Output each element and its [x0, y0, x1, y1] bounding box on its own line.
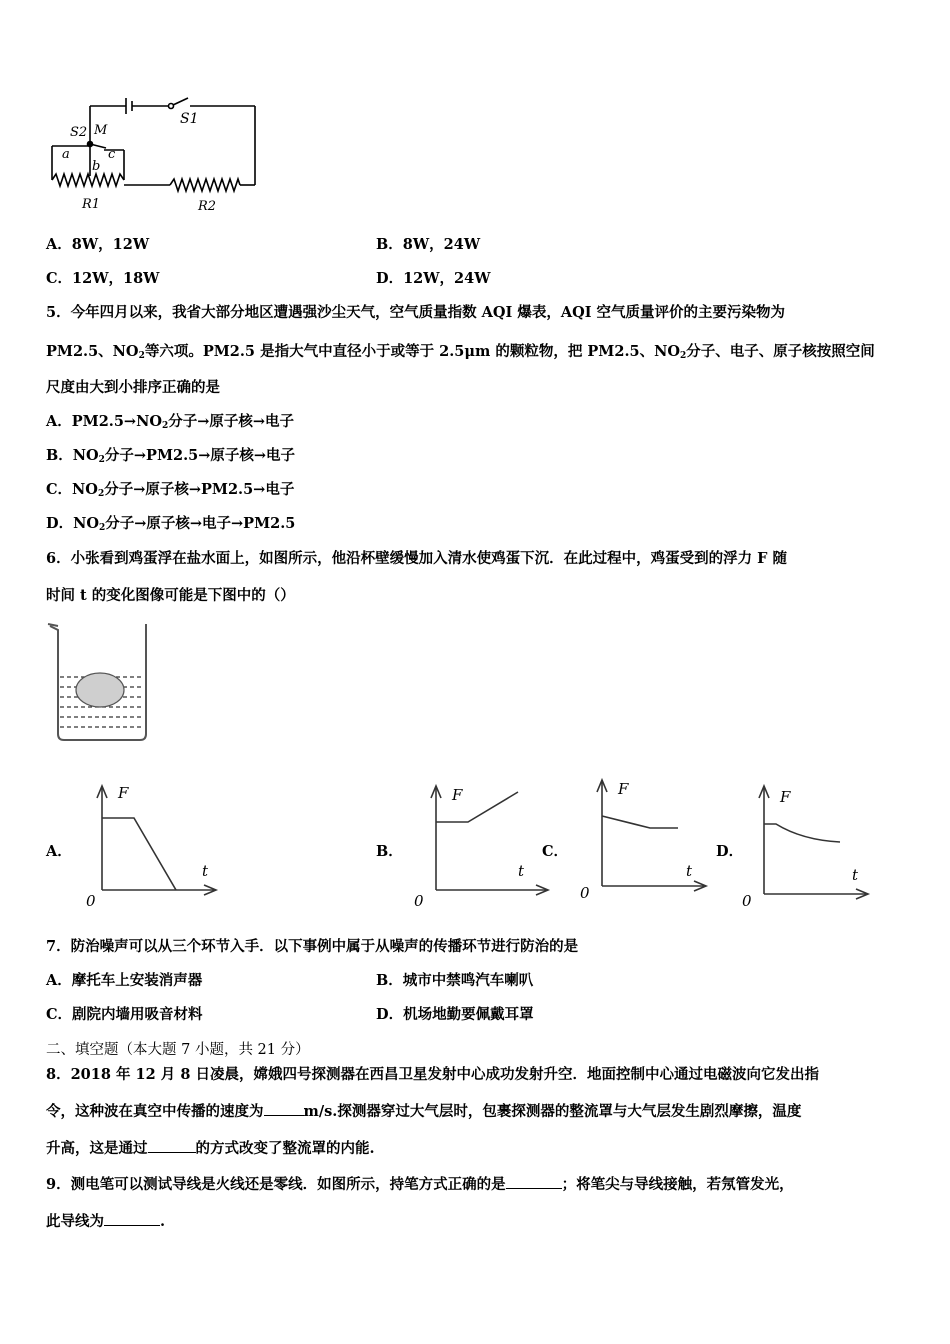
q6-stem-line-1: 6．小张看到鸡蛋浮在盐水面上，如图所示，他沿杯壁缓慢加入清水使鸡蛋下沉．在此过程中，鸡蛋受到的浮力 F 随 [46, 550, 787, 567]
label-s2: S2 [70, 125, 88, 140]
q5-stem-line-1: 5．今年四月以来，我省大部分地区遭遇强沙尘天气，空气质量指数 AQI 爆表，AQI 空气质量评价的主要污染物为 [46, 304, 786, 321]
q5-stem-line-3: 尺度由大到小排序正确的是 [46, 379, 220, 396]
option-text: 12W，18W [72, 270, 160, 287]
label-b: b [92, 159, 101, 174]
graph-b[interactable] [414, 778, 554, 910]
blank-field[interactable] [104, 1211, 160, 1226]
option-text: 8W，24W [402, 236, 481, 253]
section-title: 二、填空题（本大题 7 小题，共 21 分） [46, 1042, 310, 1058]
option-letter: B． [376, 236, 403, 253]
graph-c[interactable] [580, 776, 710, 906]
option-text: 12W，24W [403, 270, 491, 287]
label-r1: R1 [82, 197, 101, 212]
circuit-diagram [40, 90, 270, 220]
axis-label-origin: 0 [414, 892, 424, 910]
option-letter: D． [376, 270, 404, 287]
q4-option-c[interactable] [46, 269, 159, 289]
label-r2: R2 [198, 199, 217, 214]
q9-line-1: 9．测电笔可以测试导线是火线还是零线．如图所示，持笔方式正确的是 ；将笔尖与导线接触，若氖管发光， [46, 1176, 794, 1193]
q8-line-2: 令，这种波在真空中传播的速度为 m/s.探测器穿过大气层时，包裹探测器的整流罩与大气层发生剧烈摩擦，温度 [46, 1103, 802, 1120]
option-text: 8W，12W [71, 236, 150, 253]
axis-label-f: F [118, 784, 129, 802]
q6-option-c-label[interactable]: C． [542, 843, 569, 860]
axis-label-t: t [202, 862, 209, 880]
axis-label-t: t [852, 866, 859, 884]
q6-option-b-label[interactable]: B． [376, 843, 403, 860]
axis-label-t: t [518, 862, 525, 880]
blank-field[interactable] [264, 1101, 304, 1116]
axis-label-origin: 0 [742, 892, 752, 910]
option-letter: A． [46, 236, 72, 253]
axis-label-t: t [686, 862, 693, 880]
q7-option-d[interactable]: D．机场地勤要佩戴耳罩 [376, 1006, 534, 1023]
egg-shape [76, 673, 124, 707]
q5-stem-line-2: PM2.5、$NO_2$等六项。PM2.5 是指大气中直径小于或等于 2.5μm 的颗粒物，把 PM2.5、$NO_2$分子、电子、原子核按照空间 [46, 343, 875, 361]
axis-label-origin: 0 [580, 884, 590, 902]
q4-option-a[interactable] [46, 235, 149, 255]
q7-option-c[interactable]: C．剧院内墙用吸音材料 [46, 1006, 203, 1023]
q8-line-3: 升高，这是通过 的方式改变了整流罩的内能. [46, 1140, 375, 1157]
q4-option-b[interactable] [376, 235, 480, 255]
q9-line-2: 此导线为 . [46, 1213, 166, 1230]
q5-option-d[interactable]: D．$NO_2$分子→原子核→电子→PM2.5 [46, 515, 296, 533]
q6-stem-line-2: 时间 t 的变化图像可能是下图中的（） [46, 587, 295, 604]
q6-option-a-label[interactable]: A． [46, 843, 72, 860]
axis-label-f: F [452, 786, 463, 804]
q7-option-a[interactable]: A．摩托车上安装消声器 [46, 972, 203, 989]
q7-option-b[interactable]: B．城市中禁鸣汽车喇叭 [376, 972, 534, 989]
beaker-egg-figure [44, 620, 156, 746]
axis-label-origin: 0 [86, 892, 96, 910]
q4-option-d[interactable] [376, 269, 491, 289]
q7-stem: 7．防治噪声可以从三个环节入手．以下事例中属于从噪声的传播环节进行防治的是 [46, 938, 579, 955]
blank-field[interactable] [148, 1138, 196, 1153]
label-a: a [62, 147, 70, 162]
axis-label-f: F [618, 780, 629, 798]
q5-option-b[interactable]: B．$NO_2$分子→PM2.5→原子核→电子 [46, 447, 296, 465]
q8-line-1: 8．2018 年 12 月 8 日凌晨，嫦娥四号探测器在西昌卫星发射中心成功发射升空．地面控制中心通过电磁波向它发出指 [46, 1066, 819, 1083]
graph-d[interactable] [742, 780, 872, 912]
blank-field[interactable] [506, 1174, 562, 1189]
graph-a[interactable] [82, 778, 222, 910]
q5-option-c[interactable]: C．$NO_2$分子→原子核→PM2.5→电子 [46, 481, 295, 499]
label-c: c [108, 147, 116, 162]
q6-option-d-label[interactable]: D． [716, 843, 744, 860]
axis-label-f: F [780, 788, 791, 806]
label-s1: S1 [180, 111, 199, 127]
q5-option-a[interactable]: A．$PM2.5\to NO_2$分子→原子核→电子 [46, 413, 295, 431]
label-m: M [94, 123, 108, 138]
option-letter: C． [46, 270, 73, 287]
